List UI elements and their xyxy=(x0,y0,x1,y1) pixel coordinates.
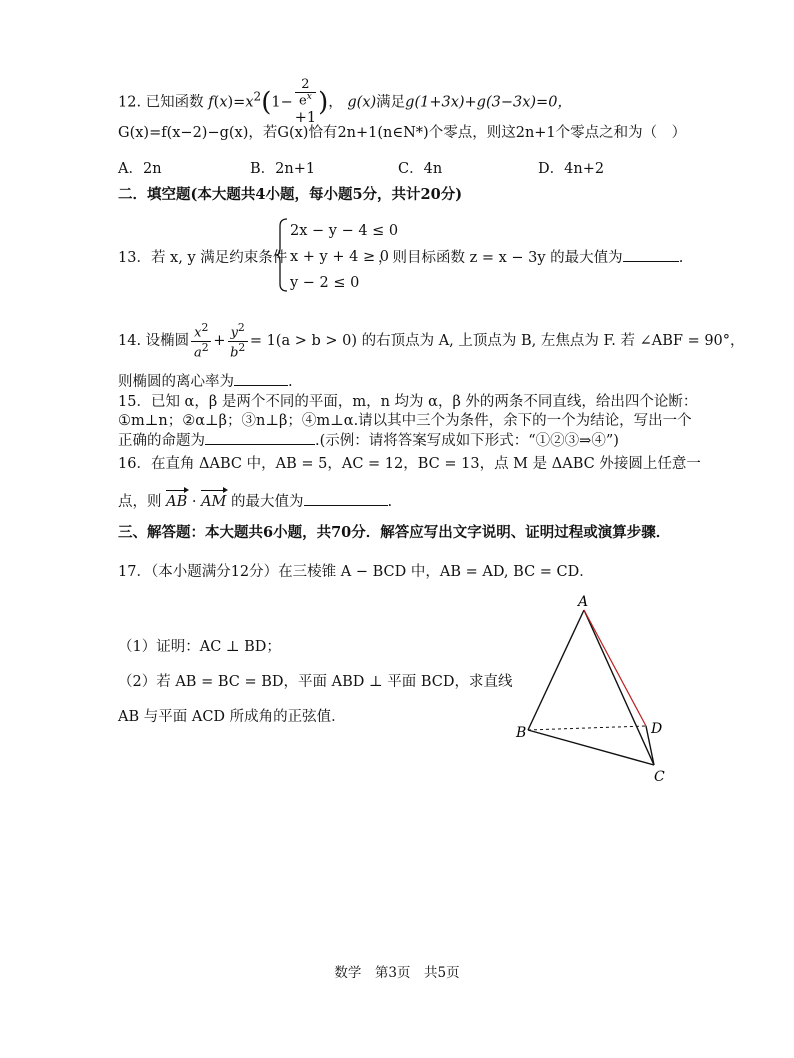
q15-answer-blank[interactable] xyxy=(205,444,315,445)
q12-line2: G(x)=f(x−2)−g(x)，若G(x)恰有2n+1(n∈N*)个零点，则这2n+1个零点之和为（ ） xyxy=(118,125,687,141)
q13-constraint-3: y − 2 ≤ 0 xyxy=(290,275,360,291)
page-footer: 数学 第3页 共5页 xyxy=(334,965,460,981)
q12-option-c: C．4n xyxy=(398,161,443,177)
q12-fx: f xyxy=(208,94,214,111)
q15-line2: ①m⊥n；②α⊥β；③n⊥β；④m⊥α.请以其中三个为条件，余下的一个为结论，写出一个 xyxy=(118,413,692,429)
q13-prefix: 13．若 x, y 满足约束条件 xyxy=(118,250,288,266)
section2-heading: 二．填空题(本大题共4小题，每小题5分，共计20分) xyxy=(118,186,463,203)
label-c: C xyxy=(654,769,665,785)
q12-number: 12. xyxy=(118,94,142,111)
q14-frac-y: $\frac{y^2}{b^2}$ xyxy=(228,322,248,360)
tetrahedron-figure xyxy=(505,592,685,792)
q12-option-d: D．4n+2 xyxy=(538,161,605,177)
edge-ac xyxy=(584,610,654,765)
edge-ab xyxy=(528,610,584,730)
q12-g-equation: g(1+3x)+g(3−3x)=0， xyxy=(405,94,572,111)
q12-intro: 已知函数 xyxy=(145,94,204,111)
q12-fraction: 2 $e^x$ +1 xyxy=(294,77,317,126)
q16-line2: 点，则 AB · AM 的最大值为 . xyxy=(118,494,393,510)
q12-line1: 12. 已知函数 $f(x)=x^2(1-$ 2 $e^x$ +1)， g(x)满足g(1+3x)+g(3−3x)=0， xyxy=(118,77,572,126)
label-a: A xyxy=(578,594,589,610)
q12-option-a: A．2n xyxy=(118,161,162,177)
q16-answer-blank[interactable] xyxy=(304,505,388,506)
q14-ask: 则椭圆的离心率为 xyxy=(118,374,234,390)
q13-constraint-1: 2x − y − 4 ≤ 0 xyxy=(290,223,399,239)
q16-vector-ab: AB xyxy=(166,494,188,510)
q16-line1: 16．在直角 ΔABC 中，AB = 5，AC = 12，BC = 13，点 M 是 ΔABC 外接圆上任意一 xyxy=(118,456,701,472)
edge-ad xyxy=(584,610,646,726)
label-b: B xyxy=(516,725,527,741)
q16-prefix: 点，则 xyxy=(118,494,162,510)
q17-part2-cont: AB 与平面 ACD 所成角的正弦值． xyxy=(118,709,346,725)
q12-gx: g(x) xyxy=(347,94,377,111)
q13-answer-blank[interactable] xyxy=(623,261,679,262)
q13-brace xyxy=(276,218,288,292)
q12-option-b: B．2n+1 xyxy=(250,161,316,177)
q14-answer-blank[interactable] xyxy=(234,385,288,386)
q13-objective: ，则目标函数 z = x − 3y 的最大值为 xyxy=(378,250,623,266)
q16-vector-am: AM xyxy=(201,494,227,510)
q16-ask: 的最大值为 xyxy=(231,494,304,510)
q14-line1: 14. 设椭圆 $\frac{x^2}{a^2}$ + $\frac{y^2}{b^2}$ = 1(a > b > 0) 的右顶点为 A, 上顶点为 B, 左焦点为 F. 若 ∠ABF = 90°， xyxy=(118,321,745,360)
q14-line2: 则椭圆的离心率为 . xyxy=(118,374,293,390)
q13-constraint-2: x + y + 4 ≥ 0 xyxy=(290,249,389,265)
q14-frac-x: $\frac{x^2}{a^2}$ xyxy=(191,322,211,360)
edge-bc xyxy=(528,730,654,765)
edge-bd-hidden xyxy=(528,726,646,730)
q15-line3 xyxy=(118,432,619,450)
q13-suffix: ，则目标函数 z = x − 3y 的最大值为 . xyxy=(378,250,684,266)
q17-part1: （1）证明：AC ⊥ BD； xyxy=(118,639,281,655)
q15-line1: 15．已知 α，β 是两个不同的平面，m，n 均为 α，β 外的两条不同直线，给出四个论断： xyxy=(118,394,698,410)
q12-satisfies: 满足 xyxy=(376,94,406,111)
q15-ask: 正确的命题为 xyxy=(118,433,205,449)
q15-example: .(示例：请将答案写成如下形式：“①②③⇒④”) xyxy=(315,433,619,449)
q17-line1: 17．（本小题满分12分）在三棱锥 A − BCD 中，AB = AD, BC = CD． xyxy=(118,564,594,580)
label-d: D xyxy=(651,721,663,737)
q17-part2: （2）若 AB = BC = BD，平面 ABD ⊥ 平面 BCD，求直线 xyxy=(118,674,513,690)
q14-condition: = 1(a > b > 0) 的右顶点为 A, 上顶点为 B, 左焦点为 F. 若 ∠ABF = 90°， xyxy=(249,333,745,350)
section3-heading: 三、解答题：本大题共6小题，共70分．解答应写出文字说明、证明过程或演算步骤． xyxy=(118,524,671,541)
